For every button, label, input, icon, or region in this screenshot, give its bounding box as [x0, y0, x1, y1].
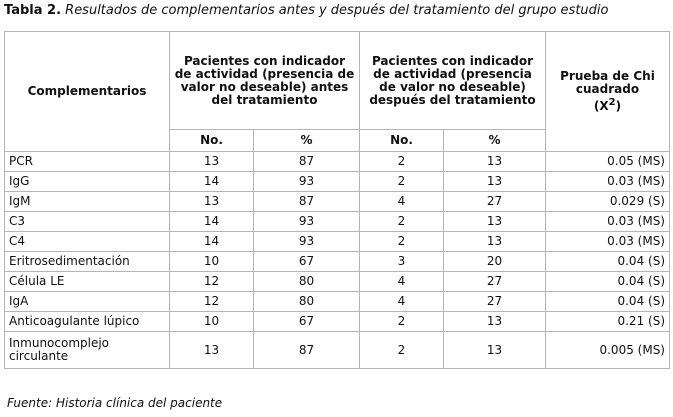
cell-despues-no: 2	[360, 212, 444, 232]
cell-chi: 0.029 (S)	[546, 192, 670, 212]
cell-despues-no: 2	[360, 312, 444, 332]
table-row	[5, 312, 670, 332]
cell-despues-pct: 27	[444, 272, 546, 292]
cell-chi: 0.04 (S)	[546, 292, 670, 312]
cell-antes-no: 12	[170, 292, 254, 312]
cell-antes-pct: 87	[254, 152, 360, 172]
cell-antes-pct: 67	[254, 312, 360, 332]
cell-despues-pct: 13	[444, 332, 546, 369]
header-antes-no: No.	[170, 130, 254, 152]
header-despues: Pacientes con indicador de actividad (presencia de valor no deseable) después del tratamiento	[360, 32, 546, 130]
table-row	[5, 272, 670, 292]
cell-chi: 0.03 (MS)	[546, 172, 670, 192]
header-antes-pct: %	[254, 130, 360, 152]
cell-chi: 0.04 (S)	[546, 252, 670, 272]
cell-despues-no: 4	[360, 292, 444, 312]
table-caption	[4, 3, 608, 18]
cell-complementario: Célula LE	[5, 272, 170, 292]
cell-despues-pct: 13	[444, 172, 546, 192]
cell-antes-pct: 80	[254, 292, 360, 312]
cell-complementario: C4	[5, 232, 170, 252]
cell-complementario: PCR	[5, 152, 170, 172]
cell-despues-no: 3	[360, 252, 444, 272]
header-chi-close: )	[615, 99, 622, 113]
header-complementarios: Complementarios	[5, 32, 170, 152]
cell-antes-no: 14	[170, 212, 254, 232]
table-source: Fuente: Historia clínica del paciente	[7, 396, 223, 410]
table-row	[5, 172, 670, 192]
table-title: Resultados de complementarios antes y después del tratamiento del grupo estudio	[65, 3, 609, 18]
cell-antes-no: 13	[170, 192, 254, 212]
table-body	[5, 152, 670, 369]
cell-complementario: C3	[5, 212, 170, 232]
results-table	[4, 31, 670, 369]
cell-despues-no: 4	[360, 272, 444, 292]
cell-antes-pct: 87	[254, 192, 360, 212]
cell-despues-no: 2	[360, 332, 444, 369]
cell-antes-no: 10	[170, 312, 254, 332]
cell-chi: 0.03 (MS)	[546, 232, 670, 252]
cell-complementario: Eritrosedimentación	[5, 252, 170, 272]
cell-complementario: Inmunocomplejo circulante	[5, 332, 170, 369]
cell-chi: 0.05 (MS)	[546, 152, 670, 172]
cell-complementario: IgG	[5, 172, 170, 192]
header-chi-label: Prueba de Chi cuadrado	[560, 69, 655, 96]
cell-despues-no: 2	[360, 152, 444, 172]
header-chi	[546, 32, 670, 152]
table-row	[5, 252, 670, 272]
cell-antes-no: 12	[170, 272, 254, 292]
table-row	[5, 192, 670, 212]
cell-antes-pct: 87	[254, 332, 360, 369]
cell-antes-pct: 67	[254, 252, 360, 272]
cell-despues-pct: 20	[444, 252, 546, 272]
cell-antes-no: 13	[170, 152, 254, 172]
cell-antes-no: 14	[170, 172, 254, 192]
cell-antes-pct: 93	[254, 172, 360, 192]
cell-despues-no: 2	[360, 232, 444, 252]
cell-despues-pct: 13	[444, 312, 546, 332]
cell-complementario: IgM	[5, 192, 170, 212]
cell-despues-no: 4	[360, 192, 444, 212]
table-row	[5, 152, 670, 172]
header-chi-superscript: 2	[608, 97, 616, 108]
cell-antes-no: 14	[170, 232, 254, 252]
table-row	[5, 332, 670, 369]
cell-antes-pct: 80	[254, 272, 360, 292]
cell-chi: 0.005 (MS)	[546, 332, 670, 369]
header-antes: Pacientes con indicador de actividad (presencia de valor no deseable) antes del tratamiento	[170, 32, 360, 130]
cell-antes-pct: 93	[254, 212, 360, 232]
cell-despues-pct: 13	[444, 232, 546, 252]
header-despues-pct: %	[444, 130, 546, 152]
cell-complementario: IgA	[5, 292, 170, 312]
cell-despues-pct: 13	[444, 152, 546, 172]
cell-despues-pct: 27	[444, 292, 546, 312]
cell-antes-no: 13	[170, 332, 254, 369]
cell-chi: 0.04 (S)	[546, 272, 670, 292]
table-number: Tabla 2.	[4, 3, 62, 18]
table-row	[5, 232, 670, 252]
cell-despues-no: 2	[360, 172, 444, 192]
header-chi-symbol: (X	[593, 99, 609, 113]
cell-despues-pct: 27	[444, 192, 546, 212]
header-despues-no: No.	[360, 130, 444, 152]
cell-chi: 0.03 (MS)	[546, 212, 670, 232]
table-row	[5, 292, 670, 312]
table-row	[5, 212, 670, 232]
cell-antes-pct: 93	[254, 232, 360, 252]
cell-chi: 0.21 (S)	[546, 312, 670, 332]
cell-antes-no: 10	[170, 252, 254, 272]
cell-despues-pct: 13	[444, 212, 546, 232]
header-row-main	[5, 32, 670, 130]
cell-complementario: Anticoagulante lúpico	[5, 312, 170, 332]
